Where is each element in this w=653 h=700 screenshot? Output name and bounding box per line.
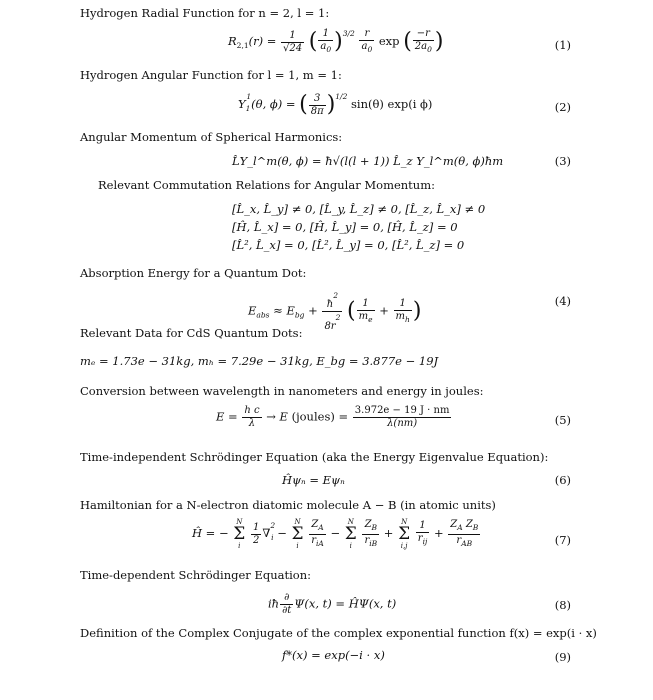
angmom-label: Angular Momentum of Spherical Harmonics: xyxy=(80,130,343,144)
conj-label: Definition of the Complex Conjugate of the complex exponential function f(x) = exp(i · x) xyxy=(80,626,597,640)
eq-number-1: (1) xyxy=(554,38,571,52)
cds-label: Relevant Data for CdS Quantum Dots: xyxy=(80,326,303,340)
commut-line-1: [L̂_x, L̂_y] ≠ 0, [L̂_y, L̂_z] ≠ 0, [L̂_z, L̂_x] ≠ 0 xyxy=(232,202,486,216)
eq-number-5: (5) xyxy=(554,413,571,427)
tise-label: Time-independent Schrödinger Equation (aka the Energy Eigenvalue Equation): xyxy=(80,450,549,464)
radial-label: Hydrogen Radial Function for n = 2, l = 1: xyxy=(80,6,330,20)
eq-number-8: (8) xyxy=(554,598,571,612)
eq7-hamiltonian: Ĥ = − N Σ i $\frac{1}{2}$ ∇$^2_i$ − N Σ i $\frac{Z_A}{r_{iA}}$ − N Σ i $\frac{Z_B}{r_{iB}}$ + N Σ i,j $\frac{1}{r_{ij}}$ + $\frac{Z_A Z_B}{r_{AB}}$ xyxy=(192,518,479,550)
hamil-label: Hamiltonian for a N-electron diatomic molecule A − B (in atomic units) xyxy=(80,498,496,512)
tdse-label: Time-dependent Schrödinger Equation: xyxy=(80,568,311,582)
eq5-numerator: 3.972e − 19 J · nm xyxy=(354,405,450,416)
eq1-radial: $R_{2,1}(r)$ = $\frac{1}{√24}$ ( $\frac{1}{a_0}$ )$^{3/2}$ $\frac{r}{a_0}$ exp ( $\frac{-r}{2a_0}$ ) xyxy=(228,28,444,54)
commut-line-3: [L̂², L̂_x] = 0, [L̂², L̂_y] = 0, [L̂², L̂_z] = 0 xyxy=(232,238,465,252)
absorb-label: Absorption Energy for a Quantum Dot: xyxy=(80,266,307,280)
eq4-absorption: $E_{abs} \approx E_{bg}$ + $\frac{ħ^2}{8r^2}$ ( $\frac{1}{m_e}$ + $\frac{1}{m_h}$ ) xyxy=(248,291,422,332)
eq5-conversion: E = $\frac{\text{h c}}{\lambda}$ → E (joules) = $\frac{3.972e - 19 J \cdot nm}{\lambda(nm)}$ xyxy=(216,405,450,429)
eq6-tise: Ĥψₙ = Eψₙ xyxy=(282,473,345,487)
eq9-conjugate: f*(x) = exp(−i · x) xyxy=(282,648,385,662)
eq-number-3: (3) xyxy=(554,154,571,168)
convert-label: Conversion between wavelength in nanometers and energy in joules: xyxy=(80,384,484,398)
eq8-tdse: iħ $\frac{\partial}{\partial t}$ Ψ(x, t) = ĤΨ(x, t) xyxy=(268,592,397,616)
eq-number-2: (2) xyxy=(554,100,571,114)
eq-number-6: (6) xyxy=(554,473,571,487)
commut-line-2: [Ĥ, L̂_x] = 0, [Ĥ, L̂_y] = 0, [Ĥ, L̂_z] = 0 xyxy=(232,220,458,234)
cds-data: mₑ = 1.73e − 31kg, mₕ = 7.29e − 31kg, E_bg = 3.877e − 19J xyxy=(80,354,439,368)
eq8-body: Ψ(x, t) = ĤΨ(x, t) xyxy=(294,596,397,611)
eq2-angular: $Y_1^1(\theta$, ϕ) = ( $\frac{3}{8\pi}$ )$^{1/2}$ sin(θ) exp(i ϕ) xyxy=(238,92,433,117)
eq-number-4: (4) xyxy=(554,294,571,308)
eq-number-7: (7) xyxy=(554,533,571,547)
eq2-tail: sin(θ) exp(i ϕ) xyxy=(351,97,433,111)
angular-label: Hydrogen Angular Function for l = 1, m = 1: xyxy=(80,68,342,82)
eq3-angmom: L̂Y_l^m(θ, ϕ) = ħ√(l(l + 1)) L̂_z Y_l^m(θ, ϕ)ħm xyxy=(232,154,504,168)
eq-number-9: (9) xyxy=(554,650,571,664)
commut-label: Relevant Commutation Relations for Angular Momentum: xyxy=(98,178,435,192)
